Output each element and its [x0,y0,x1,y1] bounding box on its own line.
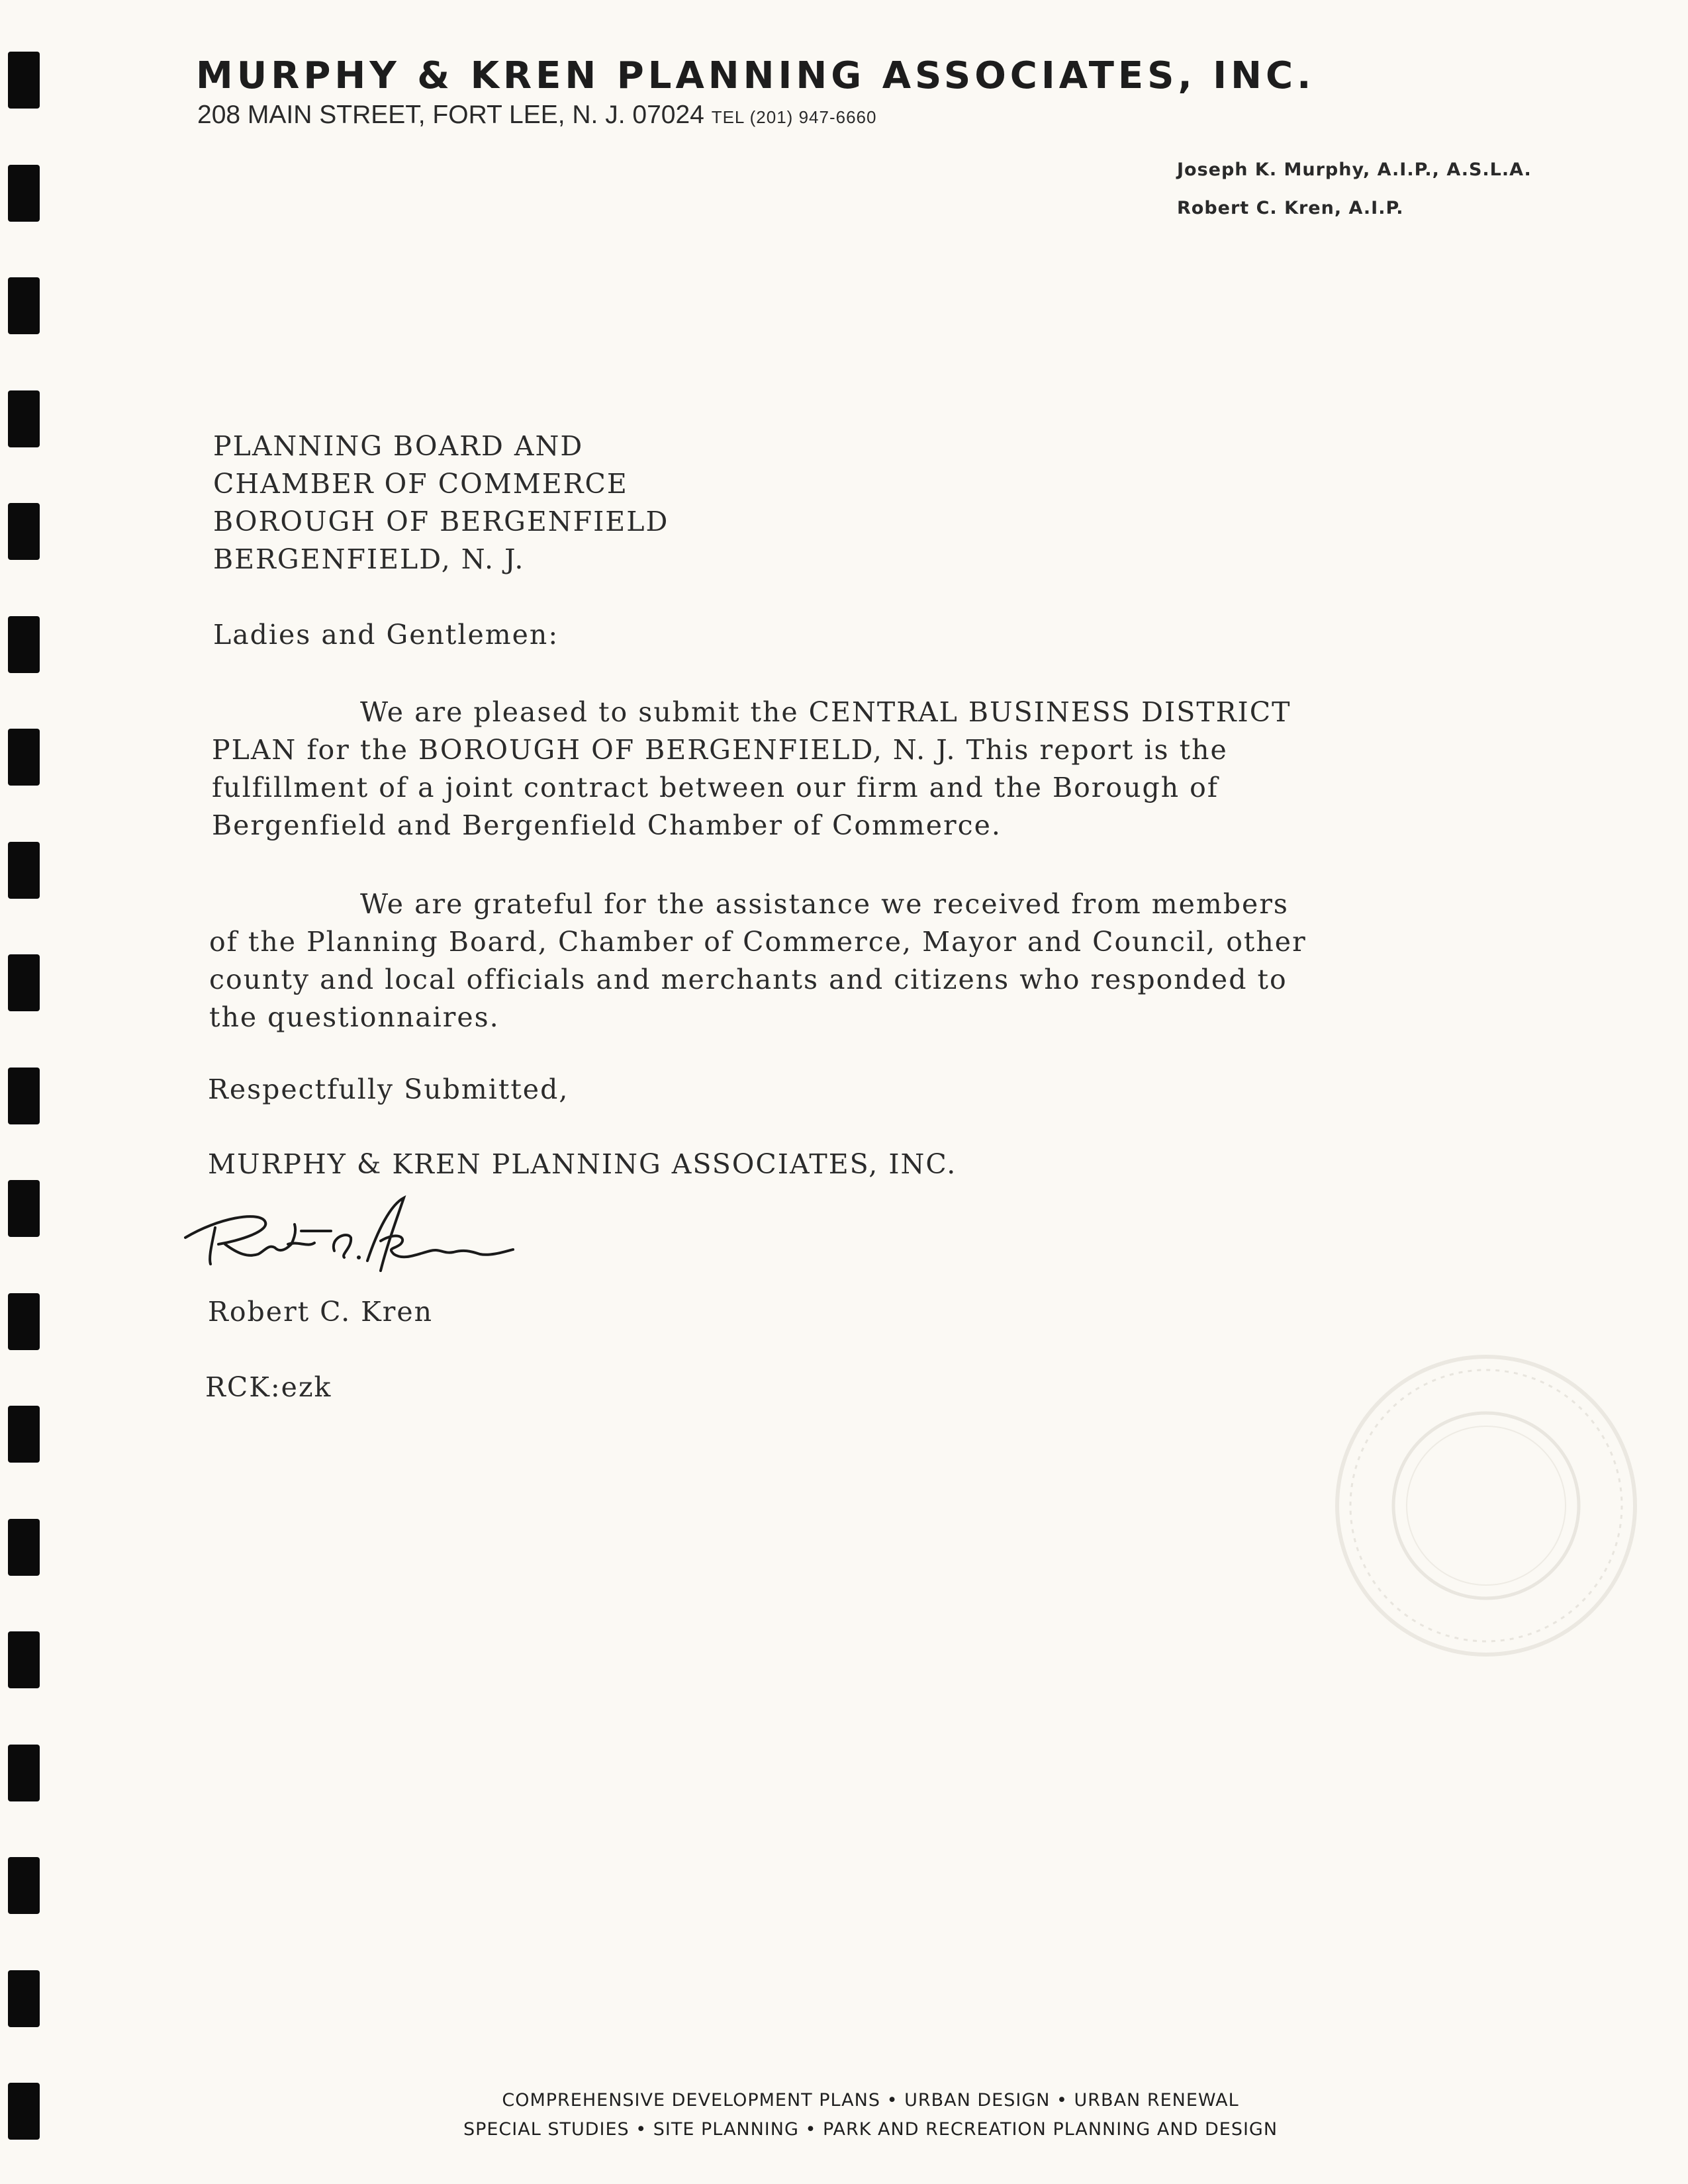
recipient-line: BOROUGH OF BERGENFIELD [213,506,669,537]
telephone: TEL (201) 947-6660 [711,107,877,127]
binding-hole [8,616,40,673]
firm-signature-line: MURPHY & KREN PLANNING ASSOCIATES, INC. [208,1148,957,1180]
binding-hole [8,52,40,109]
binding-hole [8,277,40,334]
letterhead-firm-name: MURPHY & KREN PLANNING ASSOCIATES, INC. [196,54,1315,97]
signer-name: Robert C. Kren [208,1296,434,1328]
footer-services-line-1: COMPREHENSIVE DEVELOPMENT PLANS • URBAN DESIGN • URBAN RENEWAL [502,2090,1239,2111]
footer-services-line-2: SPECIAL STUDIES • SITE PLANNING • PARK AND RECREATION PLANNING AND DESIGN [463,2119,1278,2140]
binding-hole [8,1293,40,1350]
binding-hole [8,954,40,1011]
reference-initials: RCK:ezk [205,1371,332,1403]
binding-hole [8,503,40,560]
binding-hole [8,1519,40,1576]
paragraph-line: PLAN for the BOROUGH OF BERGENFIELD, N. J. This report is the [212,734,1228,766]
paragraph-line: We are pleased to submit the CENTRAL BUSINESS DISTRICT [360,696,1291,728]
spiral-binding [0,0,53,2184]
letterhead-address [197,101,876,130]
closing: Respectfully Submitted, [208,1073,569,1105]
paragraph-line: county and local officials and merchants and citizens who responded to [209,964,1288,995]
binding-hole [8,1745,40,1801]
binding-hole [8,165,40,222]
salutation: Ladies and Gentlemen: [213,619,559,651]
binding-hole [8,390,40,447]
paragraph-submission [212,694,1291,844]
paragraph-line: Bergenfield and Bergenfield Chamber of Commerce. [212,809,1002,841]
recipient-address [213,428,669,578]
paragraph-line: the questionnaires. [209,1001,500,1033]
binding-hole [8,1180,40,1237]
principal-murphy: Joseph K. Murphy, A.I.P., A.S.L.A. [1177,159,1532,180]
recipient-line: BERGENFIELD, N. J. [213,543,525,575]
binding-hole [8,1631,40,1688]
binding-hole [8,1406,40,1463]
recipient-line: CHAMBER OF COMMERCE [213,468,628,500]
paragraph-line: of the Planning Board, Chamber of Commerce, Mayor and Council, other [209,926,1307,958]
recipient-line: PLANNING BOARD AND [213,430,584,462]
principal-kren: Robert C. Kren, A.I.P. [1177,198,1404,218]
binding-hole [8,842,40,899]
paragraph-line: fulfillment of a joint contract between our firm and the Borough of [212,772,1219,803]
binding-hole [8,729,40,786]
handwritten-signature [179,1191,523,1284]
paragraph-gratitude [209,886,1307,1036]
binding-hole [8,1857,40,1914]
embossed-seal-icon [1321,1340,1652,1671]
address-line: 208 MAIN STREET, FORT LEE, N. J. 07024 [197,101,704,129]
paragraph-line: We are grateful for the assistance we received from members [360,888,1289,920]
principals-list [1177,151,1532,228]
binding-hole [8,1970,40,2027]
binding-hole [8,1068,40,1124]
